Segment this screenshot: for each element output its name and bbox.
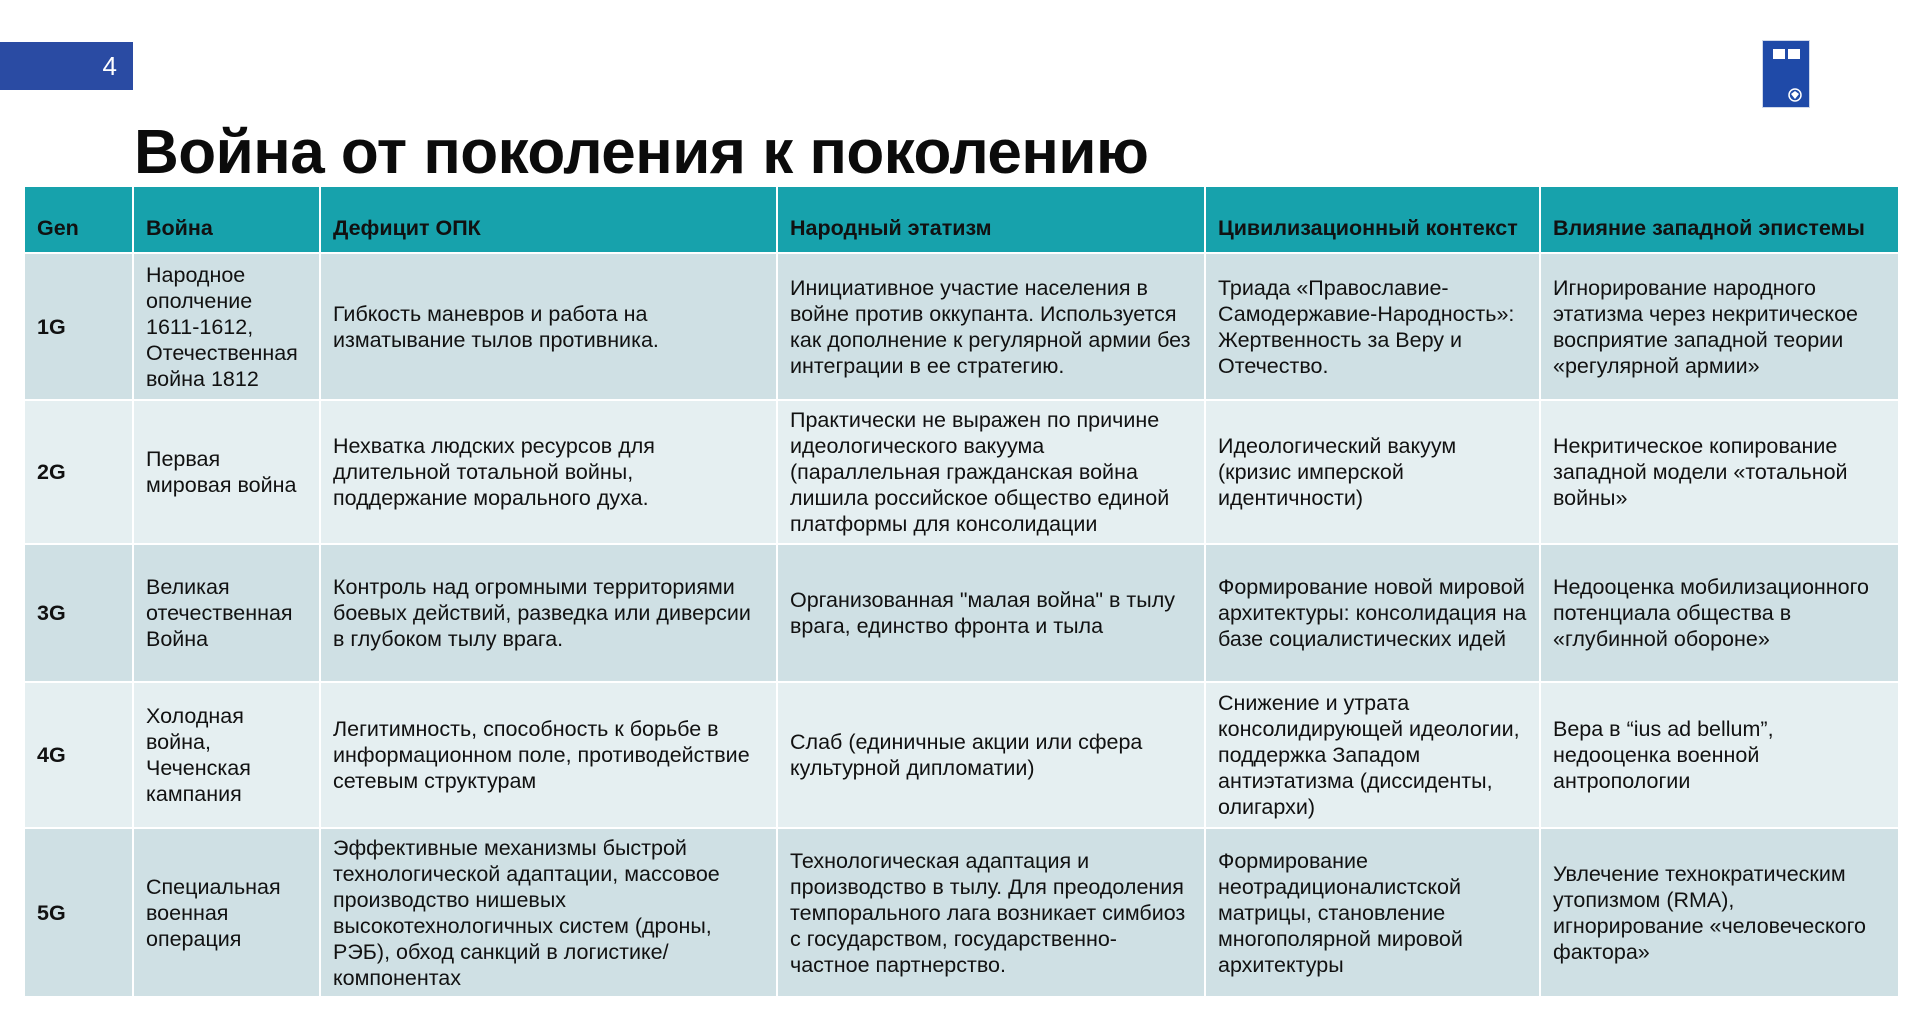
header-defense-deficit: Дефицит ОПК (320, 187, 777, 253)
cell-gen: 5G (25, 828, 133, 996)
cell-war: Великая отечественная Война (133, 544, 320, 682)
header-western-episteme: Влияние западной эпистемы (1540, 187, 1899, 253)
table-row (25, 544, 1899, 682)
eagle-emblem-icon (1787, 87, 1803, 103)
cell-defense-deficit: Легитимность, способность к борьбе в информационном поле, противодействие сетевым структурам (320, 682, 777, 828)
cell-gen: 2G (25, 400, 133, 544)
cell-gen: 3G (25, 544, 133, 682)
table-row (25, 400, 1899, 544)
page-number: 4 (102, 50, 117, 81)
cell-civilizational-context: Триада «Православие-Самодержавие-Народность»: Жертвенность за Веру и Отечество. (1205, 253, 1540, 400)
cell-war: Первая мировая война (133, 400, 320, 544)
cell-defense-deficit: Контроль над огромными территориями боевых действий, разведка или диверсии в глубоком тылу врага. (320, 544, 777, 682)
cell-popular-etatism: Технологическая адаптация и производство в тылу. Для преодоления темпорального лага возникает симбиоз с государством, государственно-частное партнерство. (777, 828, 1205, 996)
cell-popular-etatism: Слаб (единичные акции или сфера культурной дипломатии) (777, 682, 1205, 828)
cell-defense-deficit: Эффективные механизмы быстрой технологической адаптации, массовое производство нишевых высокотехнологичных систем (дроны, РЭБ), обход санкций в логистике/компонентах (320, 828, 777, 996)
cell-civilizational-context: Снижение и утрата консолидирующей идеологии, поддержка Западом антиэтатизма (диссиденты, олигархи) (1205, 682, 1540, 828)
cell-western-episteme: Увлечение технократическим утопизмом (RMA), игнорирование «человеческого фактора» (1540, 828, 1899, 996)
cell-western-episteme: Недооценка мобилизационного потенциала общества в «глубинной обороне» (1540, 544, 1899, 682)
table-header-row (25, 187, 1899, 253)
header-gen: Gen (25, 187, 133, 253)
book-icon (1771, 47, 1803, 61)
cell-gen: 4G (25, 682, 133, 828)
cell-civilizational-context: Формирование неотрадиционалистской матрицы, становление многополярной мировой архитектуры (1205, 828, 1540, 996)
cell-defense-deficit: Нехватка людских ресурсов для длительной тотальной войны, поддержание морального духа. (320, 400, 777, 544)
cell-war: Народное ополчение 1611-1612, Отечественная война 1812 (133, 253, 320, 400)
header-civilizational-context: Цивилизационный контекст (1205, 187, 1540, 253)
header-war: Война (133, 187, 320, 253)
cell-war: Специальная военная операция (133, 828, 320, 996)
cell-popular-etatism: Организованная "малая война" в тылу врага, единство фронта и тыла (777, 544, 1205, 682)
cell-civilizational-context: Идеологический вакуум (кризис имперской идентичности) (1205, 400, 1540, 544)
table-row (25, 682, 1899, 828)
cell-popular-etatism: Инициативное участие населения в войне против оккупанта. Используется как дополнение к регулярной армии без интеграции в ее стратегию. (777, 253, 1205, 400)
cell-gen: 1G (25, 253, 133, 400)
ministry-logo-icon (1762, 40, 1810, 108)
cell-western-episteme: Игнорирование народного этатизма через некритическое восприятие западной теории «регулярной армии» (1540, 253, 1899, 400)
table-row (25, 828, 1899, 996)
generations-table (25, 187, 1900, 996)
slide-title: Война от поколения к поколению (134, 118, 1149, 187)
cell-civilizational-context: Формирование новой мировой архитектуры: консолидация на базе социалистических идей (1205, 544, 1540, 682)
header-popular-etatism: Народный этатизм (777, 187, 1205, 253)
cell-war: Холодная война, Чеченская кампания (133, 682, 320, 828)
page-number-badge (0, 42, 133, 90)
table-row (25, 253, 1899, 400)
cell-defense-deficit: Гибкость маневров и работа на изматывание тылов противника. (320, 253, 777, 400)
cell-western-episteme: Некритическое копирование западной модели «тотальной войны» (1540, 400, 1899, 544)
cell-western-episteme: Вера в “ius ad bellum”, недооценка военной антропологии (1540, 682, 1899, 828)
cell-popular-etatism: Практически не выражен по причине идеологического вакуума (параллельная гражданская война лишила российское общество единой платформы для консолидации (777, 400, 1205, 544)
